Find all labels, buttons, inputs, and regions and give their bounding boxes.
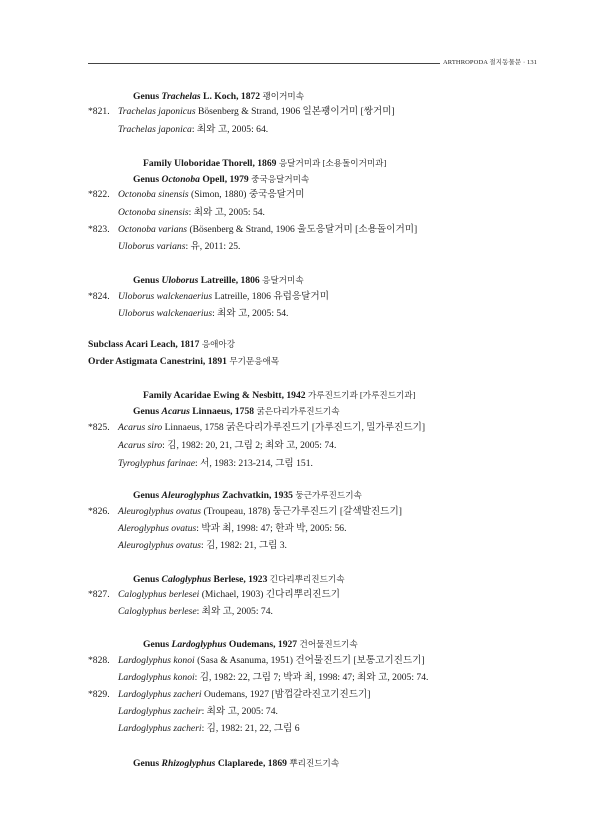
synonym-citation xyxy=(118,723,300,735)
synonym-citation xyxy=(118,241,240,253)
synonym-name: Uloborus walckenaerius xyxy=(118,308,213,319)
synonym-citation xyxy=(118,706,278,718)
species-name: Uloborus walckenaerius xyxy=(118,291,213,302)
species-authority: (Troupeau, 1878) 둥근가루진드기 [갈색발진드기] xyxy=(203,506,402,517)
species-entry xyxy=(88,291,329,303)
species-authority: Oudemans, 1927 [밤껍갈라진고기진드기] xyxy=(204,689,371,700)
citation: : 유, 2011: 25. xyxy=(185,241,241,252)
genus-heading xyxy=(143,638,358,651)
genus-heading xyxy=(133,90,304,103)
author-year: Latreille, 1806 xyxy=(200,275,260,286)
korean-name: 둥근가루진드기속 xyxy=(295,490,362,500)
synonym-citation xyxy=(118,672,428,684)
synonym-citation xyxy=(118,124,268,136)
synonym-name: Aleroglyphus ovatus xyxy=(118,523,197,534)
species-authority: Latreille, 1806 유럽응달거미 xyxy=(214,291,329,302)
citation: : 김, 1982: 20, 21, 그림 2; 최와 고, 2005: 74. xyxy=(162,440,337,451)
synonym-name: Caloglyphus berlese xyxy=(118,606,197,617)
taxon-name: Uloborus xyxy=(161,275,199,286)
entry-number: *827. xyxy=(88,589,110,600)
genus-label: Genus xyxy=(133,275,160,286)
running-header: ARTHROPODA 절지동물문 · 131 xyxy=(443,59,538,66)
synonym-citation xyxy=(118,308,288,320)
genus-label: Genus xyxy=(133,406,160,417)
genus-heading xyxy=(133,274,304,287)
species-entry xyxy=(88,224,417,236)
genus-heading xyxy=(133,489,362,502)
citation: : 최와 고, 2005: 74. xyxy=(201,706,278,717)
species-name: Aleuroglyphus ovatus xyxy=(118,506,202,517)
entry-number: *823. xyxy=(88,224,110,235)
citation: : 박과 최, 1998: 47; 한과 박, 2005: 56. xyxy=(196,523,347,534)
synonym-name: Acarus siro xyxy=(118,440,163,451)
author-year: Linnaeus, 1758 xyxy=(192,406,255,417)
taxon-name: Acarus xyxy=(161,406,190,417)
genus-label: Genus xyxy=(133,490,160,501)
synonym-name: Octonoba sinensis xyxy=(118,207,189,218)
synonym-name: Lardoglyphus zacheir xyxy=(118,706,202,717)
korean-name: 괭이거미속 xyxy=(262,91,305,101)
entry-number: *822. xyxy=(88,189,110,200)
citation: : 최와 고, 2005: 54. xyxy=(212,308,289,319)
species-authority: Bösenberg & Strand, 1906 일본괭이거미 [쌍거미] xyxy=(197,106,395,117)
synonym-citation xyxy=(118,207,265,219)
korean-name: 응애아강 xyxy=(201,339,236,349)
species-name: Octonoba sinensis xyxy=(118,189,189,200)
species-entry xyxy=(88,655,425,667)
entry-number: *825. xyxy=(88,422,110,433)
species-name: Lardoglyphus zacheri xyxy=(118,689,202,700)
sub-label: Order Astigmata Canestrini, 1891 xyxy=(88,356,227,367)
species-authority: Linnaeus, 1758 굵은다리가루진드기 [가루진드기, 밀가루진드기] xyxy=(164,422,426,433)
family-label: Family Acaridae Ewing & Nesbitt, 1942 xyxy=(143,390,306,401)
genus-label: Genus xyxy=(133,758,160,769)
family-heading xyxy=(143,157,386,170)
genus-heading xyxy=(133,173,309,186)
species-name: Caloglyphus berlesei xyxy=(118,589,200,600)
species-entry xyxy=(88,422,425,434)
species-name: Octonoba varians xyxy=(118,224,188,235)
species-entry xyxy=(88,189,304,201)
taxon-name: Rhizoglyphus xyxy=(161,758,216,769)
synonym-citation xyxy=(118,440,336,452)
synonym-name: Lardoglyphus zacheri xyxy=(118,723,202,734)
genus-label: Genus xyxy=(133,574,160,585)
synonym-name: Uloborus varians xyxy=(118,241,186,252)
author-year: Claplarede, 1869 xyxy=(217,758,287,769)
sub-heading xyxy=(88,355,279,368)
genus-label: Genus xyxy=(133,174,160,185)
author-year: L. Koch, 1872 xyxy=(203,91,261,102)
synonym-citation xyxy=(118,458,313,470)
synonym-name: Aleuroglyphus ovatus xyxy=(118,540,202,551)
korean-name: 굵은다리가루진드기속 xyxy=(256,406,340,416)
synonym-name: Lardoglyphus konoi xyxy=(118,672,195,683)
taxon-name: Trachelas xyxy=(161,91,201,102)
synonym-citation xyxy=(118,606,273,618)
entry-number: *824. xyxy=(88,291,110,302)
citation: : 김, 1982: 22, 그림 7; 박과 최, 1998: 47; 최와 고, 2005: 74. xyxy=(194,672,429,683)
korean-name: 건어물진드기속 xyxy=(299,639,358,649)
family-label: Family Uloboridae Thorell, 1869 xyxy=(143,158,277,169)
species-name: Lardoglyphus konoi xyxy=(118,655,195,666)
genus-heading xyxy=(133,573,345,586)
species-authority: (Bösenberg & Strand, 1906 울도응달거미 [소용돌이거미] xyxy=(189,224,418,235)
korean-name: 무기문응애목 xyxy=(229,356,280,366)
synonym-name: Tyroglyphus farinae xyxy=(118,458,196,469)
korean-name: 긴다리뿌리진드기속 xyxy=(269,574,345,584)
taxon-name: Caloglyphus xyxy=(161,574,212,585)
citation: : 서, 1983: 213-214, 그림 151. xyxy=(195,458,313,469)
korean-name: 중국응달거미속 xyxy=(251,174,310,184)
citation: : 최와 고, 2005: 64. xyxy=(191,124,269,135)
taxon-name: Octonoba xyxy=(161,174,200,185)
genus-heading xyxy=(133,757,339,770)
entry-number: *826. xyxy=(88,506,110,517)
species-entry xyxy=(88,589,340,601)
synonym-name: Trachelas japonica xyxy=(118,124,192,135)
species-authority: (Sasa & Asanuma, 1951) 건어물진드기 [보통고기진드기] xyxy=(197,655,425,666)
genus-heading xyxy=(133,405,340,418)
citation: : 김, 1982: 21, 그림 3. xyxy=(201,540,287,551)
sub-label: Subclass Acari Leach, 1817 xyxy=(88,339,200,350)
taxon-name: Lardoglyphus xyxy=(171,639,227,650)
entry-number: *829. xyxy=(88,689,110,700)
citation: : 최와 고, 2005: 54. xyxy=(188,207,265,218)
species-entry xyxy=(88,106,395,118)
species-authority: (Simon, 1880) 중국응달거미 xyxy=(191,189,305,200)
species-entry xyxy=(88,689,370,701)
sub-heading xyxy=(88,338,235,351)
synonym-citation xyxy=(118,523,346,535)
genus-label: Genus xyxy=(133,91,160,102)
author-year: Zachvatkin, 1935 xyxy=(222,490,293,501)
korean-name: 뿌리진드기속 xyxy=(289,758,340,768)
entry-number: *828. xyxy=(88,655,110,666)
korean-name: 가루진드기과 [가루진드기과] xyxy=(307,390,416,400)
family-heading xyxy=(143,389,415,402)
species-name: Acarus siro xyxy=(118,422,163,433)
korean-name: 응달거미속 xyxy=(262,275,304,285)
korean-name: 응달거미과 [소용돌이거미과] xyxy=(278,158,387,168)
author-year: Berlese, 1923 xyxy=(213,574,268,585)
species-entry xyxy=(88,506,402,518)
citation: : 김, 1982: 21, 22, 그림 6 xyxy=(201,723,300,734)
entry-number: *821. xyxy=(88,106,110,117)
author-year: Oudemans, 1927 xyxy=(228,639,298,650)
species-name: Trachelas japonicus xyxy=(118,106,196,117)
citation: : 최와 고, 2005: 74. xyxy=(196,606,273,617)
author-year: Opell, 1979 xyxy=(202,174,249,185)
synonym-citation xyxy=(118,540,287,552)
taxon-name: Aleuroglyphus xyxy=(161,490,220,501)
genus-label: Genus xyxy=(143,639,170,650)
header-rule xyxy=(88,63,440,64)
species-authority: (Michael, 1903) 긴다리뿌리진드기 xyxy=(201,589,341,600)
